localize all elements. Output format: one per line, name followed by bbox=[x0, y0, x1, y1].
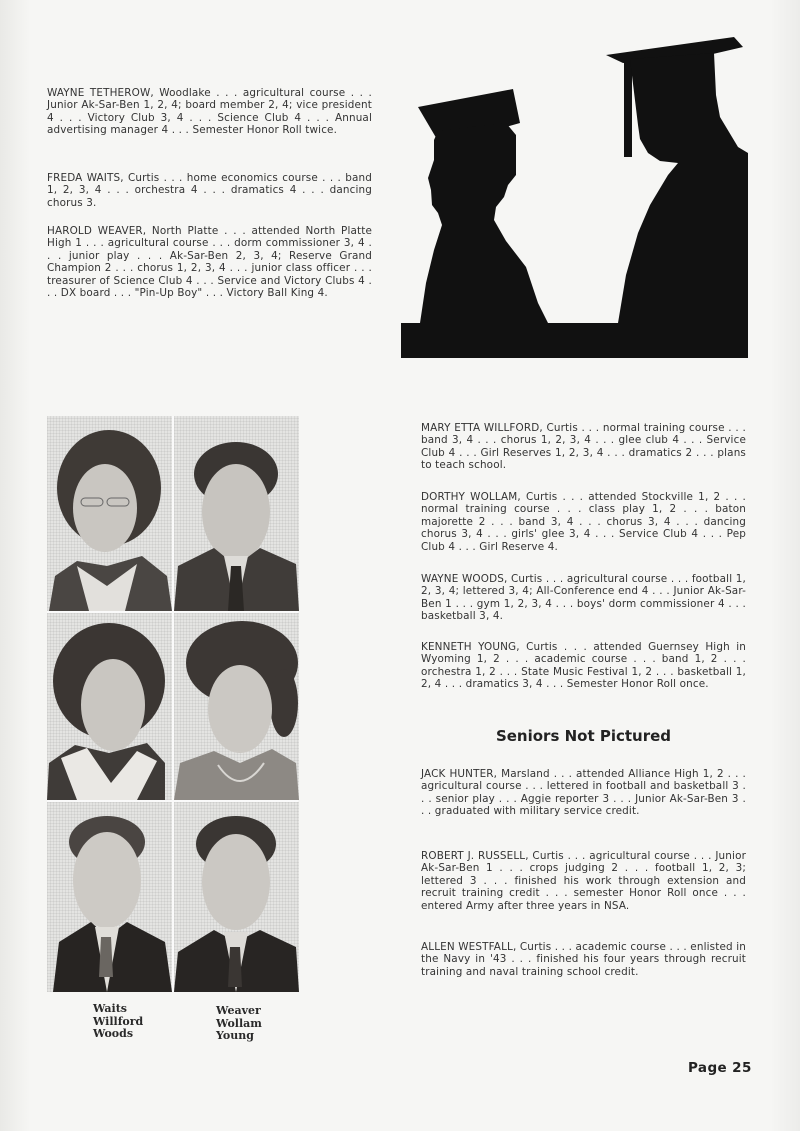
bio-hunter: JACK HUNTER, Marsland . . . attended Alliance High 1, 2 . . . agricultural course . . . lettered in football and basketball 3 . . . senior play . . . Aggie reporter 3 . . . Junior Ak-Sar-Ben 3 . . . graduated with military service credit. bbox=[421, 768, 746, 818]
photo-caption-right-column bbox=[216, 1005, 262, 1043]
photo-weaver bbox=[174, 416, 299, 611]
bio-young: KENNETH YOUNG, Curtis . . . attended Guernsey High in Wyoming 1, 2 . . . academic course . . . band 1, 2 . . . orchestra 1, 2 . . . State Music Festival 1, 2 . . . basketball 1, 2, 4 . . . dramatics 3, 4 . . . Semester Honor Roll once. bbox=[421, 641, 746, 691]
bio-tetherow: WAYNE TETHEROW, Woodlake . . . agricultural course . . . Junior Ak-Sar-Ben 1, 2, 4; board member 2, 4; vice president 4 . . . Victory Club 3, 4 . . . Science Club 4 . . . Annual advertising manager 4 . . . Semester Honor Roll twice. bbox=[47, 87, 372, 137]
photo-wollam bbox=[174, 613, 299, 800]
senior-photo-grid bbox=[47, 416, 298, 992]
portrait-female-icon bbox=[47, 416, 172, 611]
caption-name: Woods bbox=[93, 1027, 134, 1040]
portrait-female-icon bbox=[47, 613, 172, 800]
photo-willford bbox=[47, 613, 172, 800]
photo-caption-left-column bbox=[93, 1003, 143, 1041]
bio-waits: FREDA WAITS, Curtis . . . home economics course . . . band 1, 2, 3, 4 . . . orchestra 4 . . . dramatics 4 . . . dancing chorus 3. bbox=[47, 172, 372, 209]
caption-name: Waits bbox=[93, 1002, 127, 1015]
portrait-male-icon bbox=[47, 802, 172, 992]
graduation-silhouette-illustration bbox=[398, 35, 748, 358]
portrait-male-icon bbox=[174, 416, 299, 611]
caption-name: Willford bbox=[93, 1014, 144, 1028]
bio-russell: ROBERT J. RUSSELL, Curtis . . . agricultural course . . . Junior Ak-Sar-Ben 1 . . . crops judging 2 . . . football 1, 2, 3; lettered 3 . . . finished his work through extension and recruit training credit . . . semester Honor Roll once . . . entered Army after three years in NSA. bbox=[421, 850, 746, 912]
page-number: Page 25 bbox=[688, 1060, 752, 1076]
bio-weaver: HAROLD WEAVER, North Platte . . . attended North Platte High 1 . . . agricultural course . . . dorm commissioner 3, 4 . . . junior play . . . Ak-Sar-Ben 2, 3, 4; Reserve Grand Champion 2 . . . chorus 1, 2, 3, 4 . . . junior class officer . . . treasurer of Science Club 4 . . . Service and Victory Clubs 4 . . . DX board . . . "Pin-Up Boy" . . . Victory Ball King 4. bbox=[47, 225, 372, 300]
photo-young bbox=[174, 802, 299, 992]
caption-name: Wollam bbox=[216, 1016, 262, 1030]
portrait-female-icon bbox=[174, 613, 299, 800]
caption-name: Weaver bbox=[216, 1004, 261, 1017]
photo-woods bbox=[47, 802, 172, 992]
caption-name: Young bbox=[216, 1029, 254, 1042]
bio-westfall: ALLEN WESTFALL, Curtis . . . academic course . . . enlisted in the Navy in '43 . . . finished his four years through recruit training and naval training school credit. bbox=[421, 941, 746, 978]
photo-waits bbox=[47, 416, 172, 611]
portrait-male-icon bbox=[174, 802, 299, 992]
bio-willford: MARY ETTA WILLFORD, Curtis . . . normal training course . . . band 3, 4 . . . chorus 1, 2, 3, 4 . . . glee club 4 . . . Service Club 4 . . . Girl Reserves 1, 2, 3, 4 . . . dramatics 2 . . . plans to teach school. bbox=[421, 422, 746, 472]
bio-woods: WAYNE WOODS, Curtis . . . agricultural course . . . football 1, 2, 3, 4; lettered 3, 4; All-Conference end 4 . . . Junior Ak-Sar-Ben 1 . . . gym 1, 2, 3, 4 . . . boys' dorm commissioner 4 . . . basketball 3, 4. bbox=[421, 573, 746, 623]
bio-wollam: DORTHY WOLLAM, Curtis . . . attended Stockville 1, 2 . . . normal training course . . . class play 1, 2 . . . baton majorette 2 . . . band 3, 4 . . . chorus 3, 4 . . . dancing chorus 3, 4 . . . girls' glee 3, 4 . . . Service Club 4 . . . Pep Club 4 . . . Girl Reserve 4. bbox=[421, 491, 746, 553]
seniors-not-pictured-heading: Seniors Not Pictured bbox=[495, 727, 672, 745]
